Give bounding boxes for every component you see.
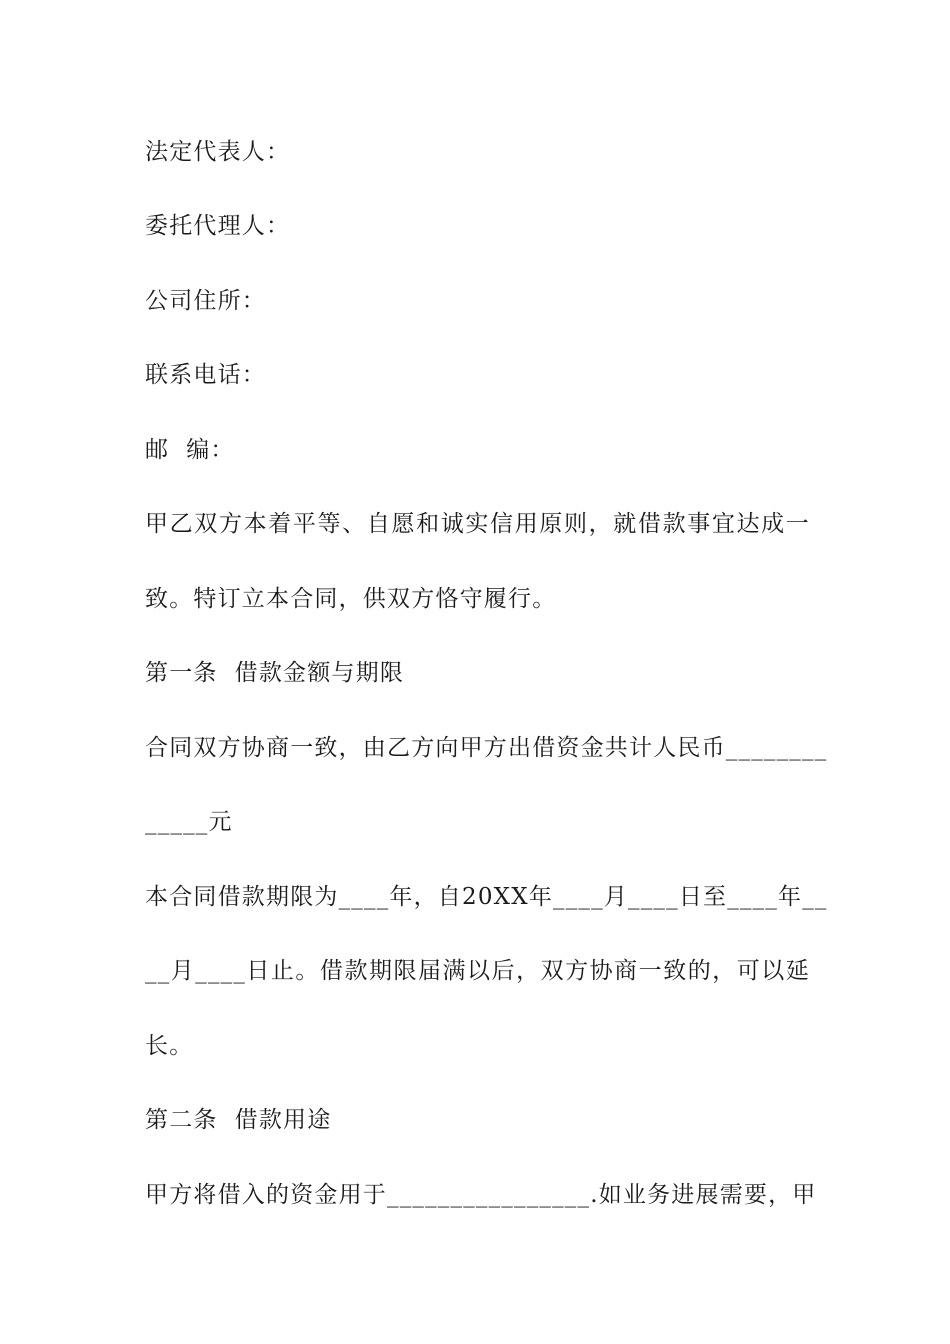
preamble-line-2: 致。特订立本合同，供双方恪守履行。: [145, 586, 557, 612]
article-1-heading: 第一条 借款金额与期限: [145, 660, 405, 686]
article-1-term-line-3: 长。: [145, 1033, 194, 1059]
legal-representative-field: 法定代表人：: [145, 139, 291, 165]
article-1-amount-line-2: _____元: [145, 809, 233, 835]
article-2-heading: 第二条 借款用途: [145, 1107, 332, 1133]
postal-code-field: 邮 编：: [145, 437, 235, 463]
authorized-agent-field: 委托代理人：: [145, 213, 291, 239]
article-2-purpose-line-1: 甲方将借入的资金用于________________.如业务进展需要，甲: [145, 1182, 817, 1208]
article-1-amount-line-1: 合同双方协商一致，由乙方向甲方出借资金共计人民币________: [145, 735, 828, 761]
company-address-field: 公司住所：: [145, 288, 266, 314]
preamble-line-1: 甲乙双方本着平等、自愿和诚实信用原则，就借款事宜达成一: [145, 511, 810, 537]
article-1-term-line-1: 本合同借款期限为____年，自20XX年____月____日至____年__: [145, 884, 828, 910]
contact-phone-field: 联系电话：: [145, 362, 266, 388]
article-1-term-line-2: __月____日止。借款期限届满以后，双方协商一致的，可以延: [145, 958, 810, 984]
